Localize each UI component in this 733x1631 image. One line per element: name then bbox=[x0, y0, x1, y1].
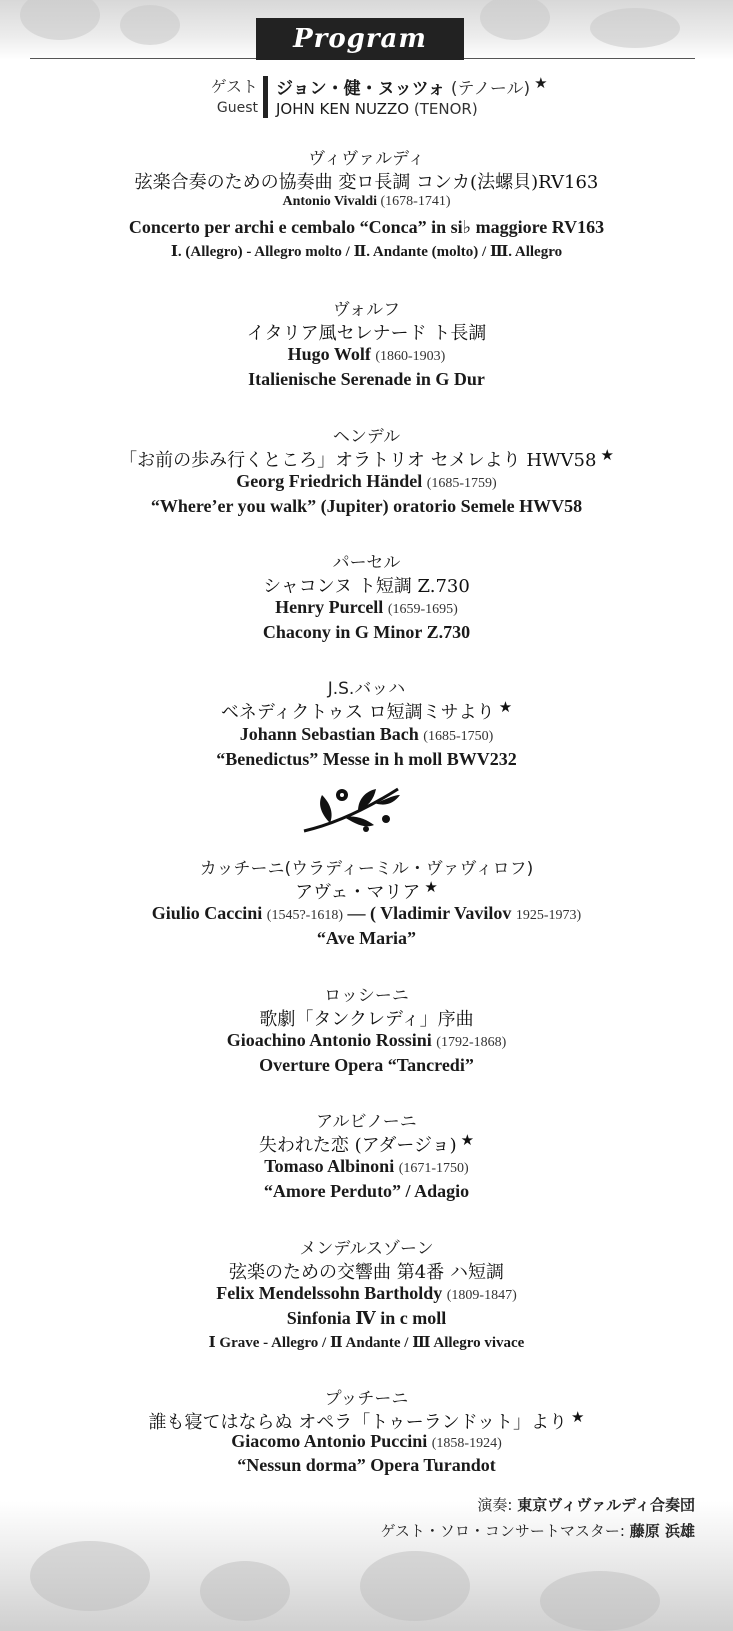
piece-composer-jp: ヴォルフ bbox=[332, 300, 401, 320]
piece-title-jp: ベネディクトゥス ロ短調ミサより ★ bbox=[220, 698, 513, 723]
piece-title-jp: 誰も寝てはならぬ オペラ「トゥーランドット」より ★ bbox=[148, 1408, 585, 1433]
piece-composer-en: Giulio Caccini (1545?-1618) — ( Vladimir Vavilov 1925-1973) bbox=[151, 903, 582, 923]
guest-block bbox=[0, 74, 733, 124]
piece-composer-jp: パーセル bbox=[332, 553, 401, 573]
program-title-box bbox=[256, 18, 464, 60]
piece-title-en: Italienische Serenade in G Dur bbox=[248, 369, 485, 389]
piece-composer-en: Georg Friedrich Händel (1685-1759) bbox=[236, 471, 497, 491]
piece-title-jp: シャコンヌ ト短調 Z.730 bbox=[263, 576, 470, 597]
star-icon: ★ bbox=[424, 878, 438, 896]
piece-title-jp: 歌劇「タンクレディ」序曲 bbox=[259, 1009, 474, 1030]
piece-title-en: Overture Opera “Tancredi” bbox=[259, 1055, 474, 1075]
guest-name-jp: ジョン・健・ヌッツォ (テノール) ★ bbox=[276, 74, 548, 99]
piece-composer-jp: プッチーニ bbox=[324, 1389, 409, 1409]
program-title: Program bbox=[293, 24, 427, 54]
star-icon: ★ bbox=[460, 1131, 475, 1149]
concertmaster-credit: ゲスト・ソロ・コンサートマスター: 藤原 浜雄 bbox=[380, 1522, 695, 1540]
piece-composer-jp: カッチーニ(ウラディーミル・ヴァヴィロフ) bbox=[199, 859, 534, 879]
piece-composer-jp: ロッシーニ bbox=[324, 986, 409, 1006]
piece-title-en: Concerto per archi e cembalo “Conca” in si♭ maggiore RV163 bbox=[128, 217, 605, 237]
piece-composer-en: Johann Sebastian Bach (1685-1750) bbox=[239, 724, 494, 744]
piece-title-jp: アヴェ・マリア ★ bbox=[295, 878, 438, 903]
piece-composer-en: Giacomo Antonio Puccini (1858-1924) bbox=[231, 1431, 502, 1451]
guest-name-en: JOHN KEN NUZZO (TENOR) bbox=[276, 100, 478, 118]
piece-composer-jp: J.S.バッハ bbox=[327, 679, 406, 699]
piece-title-en: “Where’er you walk” (Jupiter) oratorio Semele HWV58 bbox=[150, 496, 583, 516]
piece-movements: Ⅰ. (Allegro) - Allegro molto / Ⅱ. Andante (molto) / Ⅲ. Allegro bbox=[170, 244, 563, 260]
piece-composer-jp: メンデルスゾーン bbox=[299, 1239, 434, 1259]
guest-label-jp: ゲスト bbox=[210, 77, 258, 96]
guest-label-en: Guest bbox=[216, 100, 258, 116]
piece-title-en: “Ave Maria” bbox=[316, 928, 417, 948]
piece-composer-en: Henry Purcell (1659-1695) bbox=[275, 597, 458, 617]
star-icon: ★ bbox=[600, 446, 614, 464]
star-icon: ★ bbox=[498, 698, 513, 716]
piece-composer-jp: ヴィヴァルディ bbox=[308, 149, 425, 169]
performer-credit: 演奏: 東京ヴィヴァルディ合奏団 bbox=[477, 1496, 695, 1514]
piece-composer-en: Antonio Vivaldi (1678-1741) bbox=[282, 194, 451, 209]
piece-title-en: “Benedictus” Messe in h moll BWV232 bbox=[216, 749, 517, 769]
floral-ornament-icon bbox=[300, 785, 404, 837]
piece-title-en: Sinfonia Ⅳ in c moll bbox=[286, 1308, 447, 1328]
star-icon: ★ bbox=[534, 74, 548, 92]
piece-title-jp: 弦楽合奏のための協奏曲 変ロ長調 コンカ(法螺貝)RV163 bbox=[134, 172, 599, 193]
piece-title-en: “Nessun dorma” Opera Turandot bbox=[237, 1455, 496, 1475]
piece-title-jp: 「お前の歩み行くところ」オラトリオ セメレより HWV58 ★ bbox=[119, 446, 614, 471]
piece-composer-en: Gioachino Antonio Rossini (1792-1868) bbox=[226, 1030, 507, 1050]
guest-bar bbox=[263, 76, 268, 118]
piece-title-jp: イタリア風セレナード ト長調 bbox=[246, 323, 487, 344]
piece-title-jp: 弦楽のための交響曲 第4番 ハ短調 bbox=[229, 1262, 504, 1283]
piece-composer-en: Hugo Wolf (1860-1903) bbox=[287, 344, 446, 364]
piece-movements: Ⅰ Grave - Allegro / Ⅱ Andante / Ⅲ Allegro vivace bbox=[208, 1335, 525, 1351]
piece-title-en: “Amore Perduto” / Adagio bbox=[263, 1181, 470, 1201]
piece-composer-jp: アルビノーニ bbox=[316, 1112, 417, 1132]
piece-composer-jp: ヘンデル bbox=[332, 427, 401, 447]
piece-title-en: Chacony in G Minor Z.730 bbox=[262, 622, 471, 642]
piece-title-jp: 失われた恋 (アダージョ) ★ bbox=[258, 1131, 475, 1156]
piece-composer-en: Tomaso Albinoni (1671-1750) bbox=[264, 1156, 469, 1176]
piece-composer-en: Felix Mendelssohn Bartholdy (1809-1847) bbox=[216, 1283, 517, 1303]
star-icon: ★ bbox=[571, 1408, 585, 1426]
